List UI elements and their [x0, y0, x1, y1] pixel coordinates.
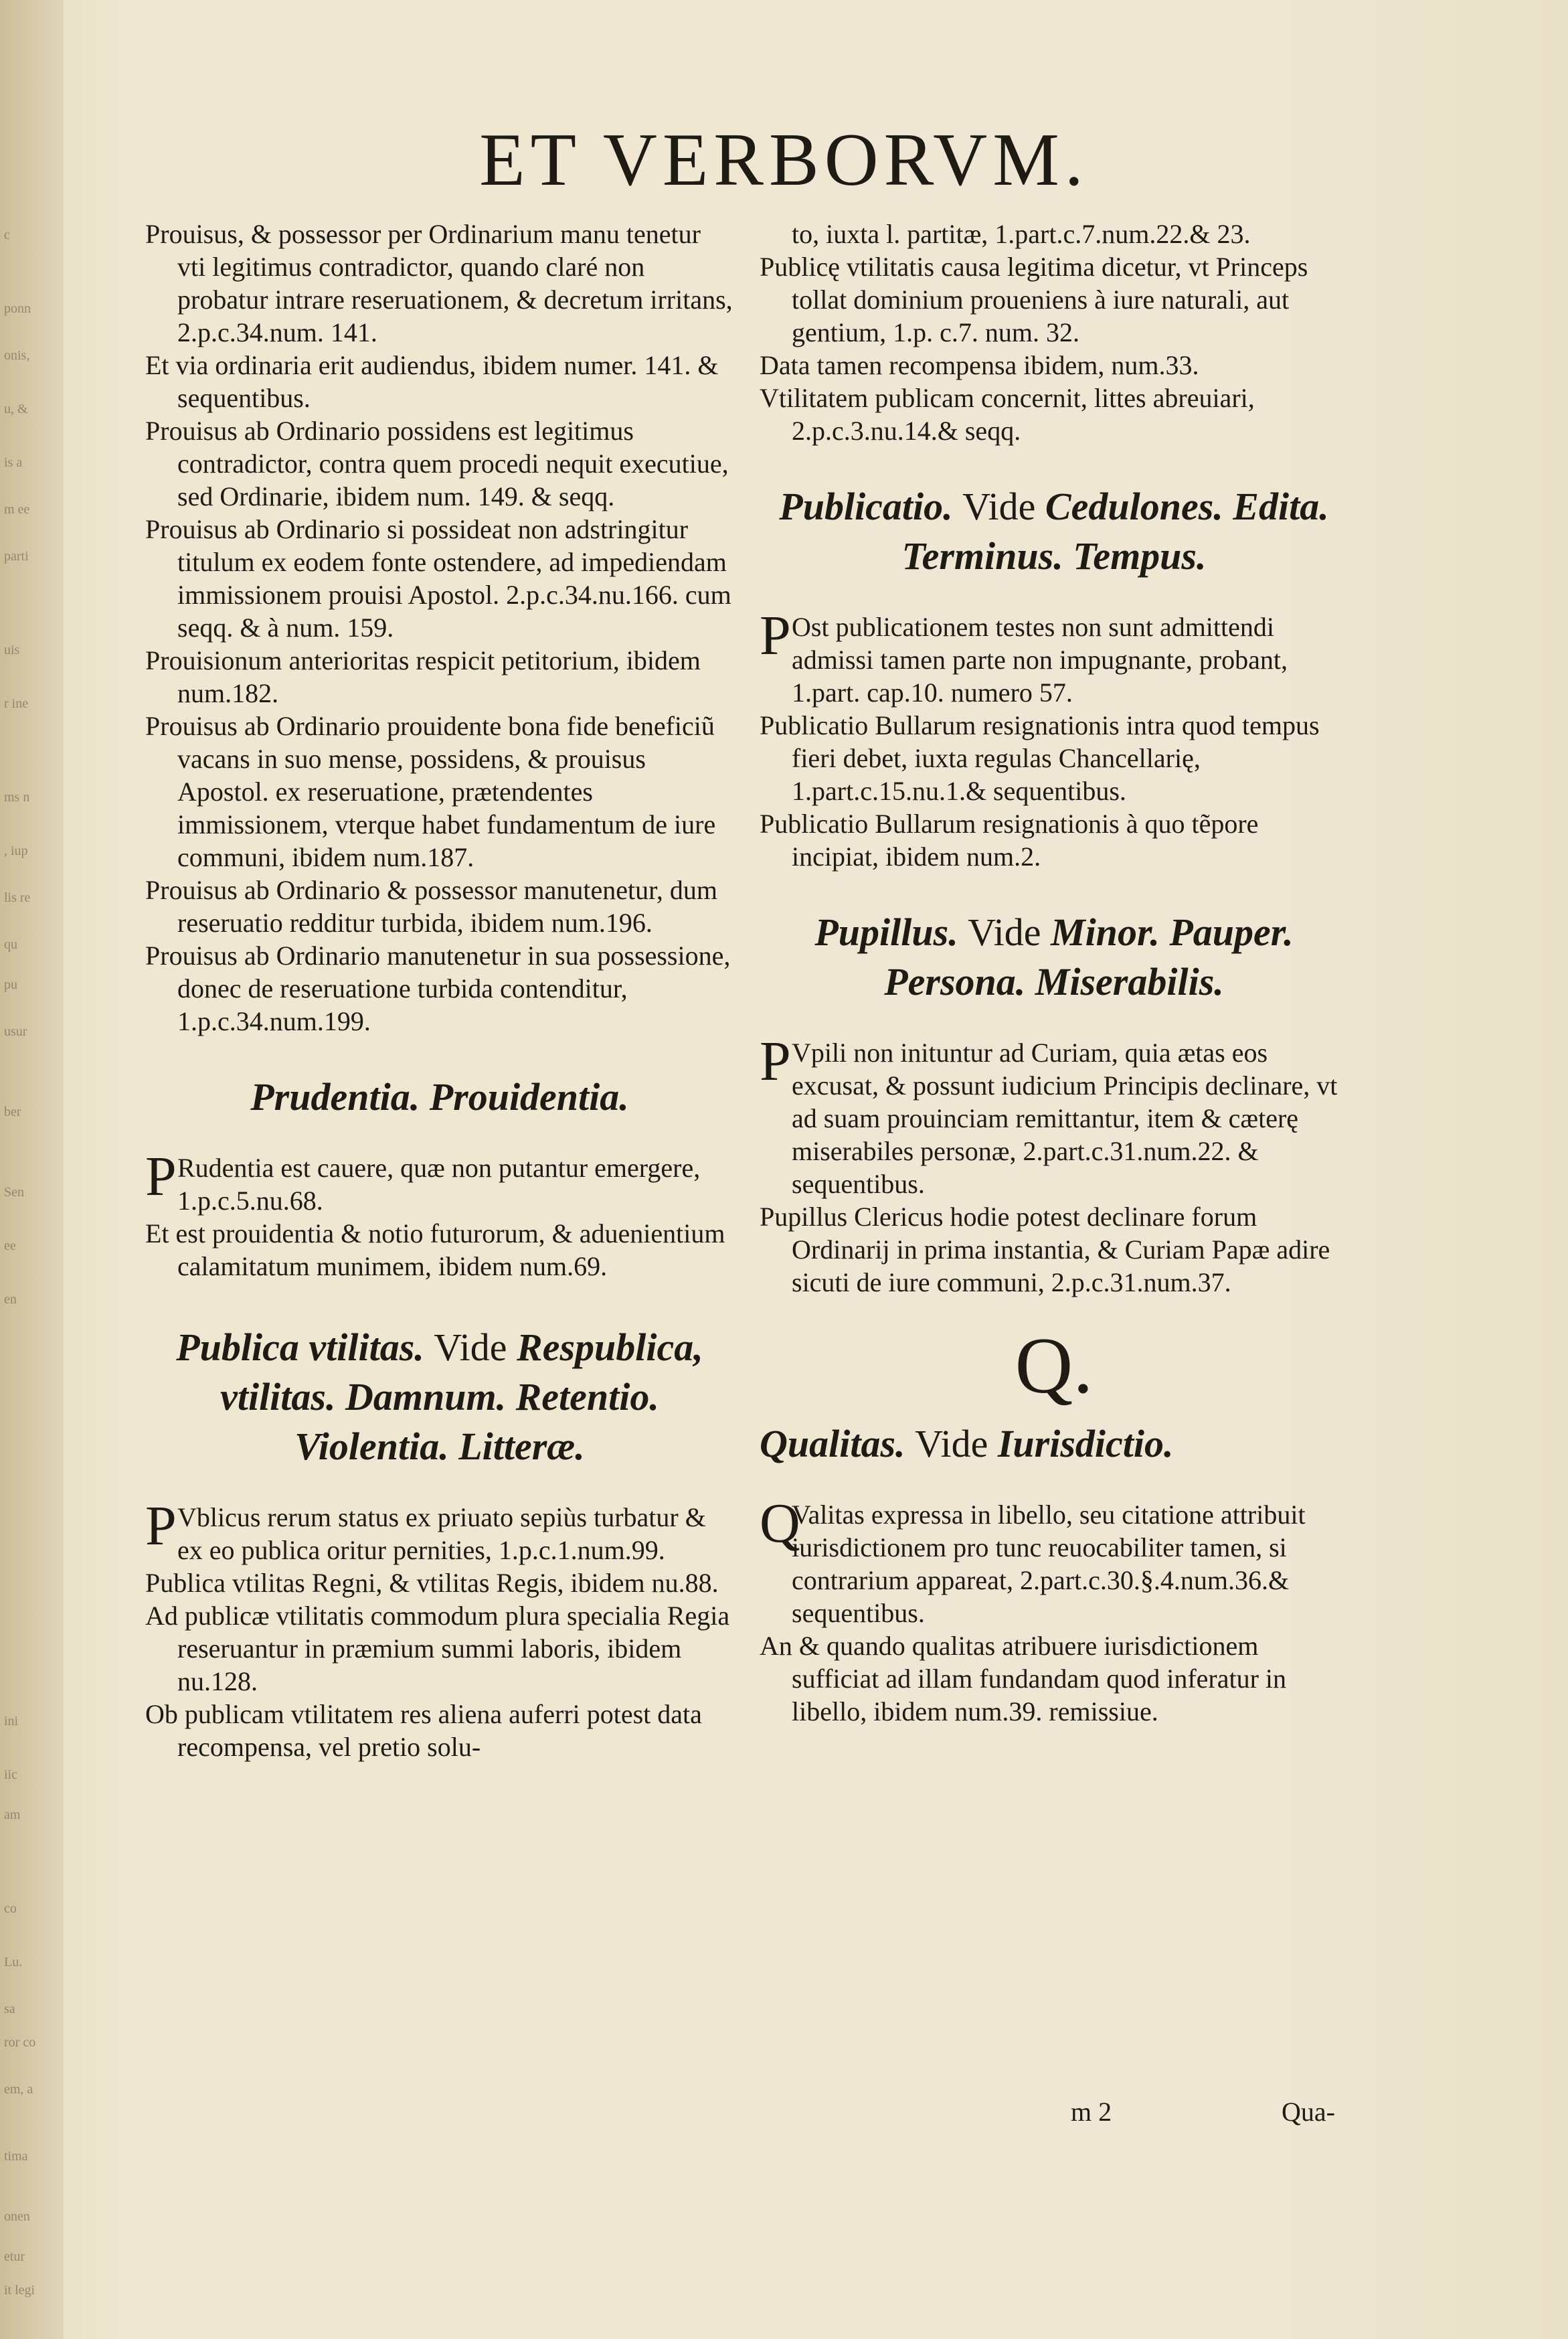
index-entry: Q Valitas expressa in libello, seu citatione attribuit iurisdictionem pro tunc reuocabiliter tamen, si contrarium appareat, 2.part.c.30.§.4.num.36.& sequentibus.	[760, 1492, 1306, 1628]
index-entry: Publicatio Bullarum resignationis intra quod tempus fieri debet, iuxta regulas Chancellarię, 1.part.c.15.nu.1.& sequentibus.	[760, 710, 1320, 806]
index-entry: Ob publicam vtilitatem res aliena auferri potest data recompensa, vel pretio solu-	[145, 1699, 702, 1762]
index-entry: P Rudentia est cauere, quæ non putantur emergere, 1.p.c.5.nu.68.	[145, 1145, 701, 1216]
index-entry: P Vpili non inituntur ad Curiam, quia ætas eos excusat, & possunt iudicium Principis declinare, vt ad suam prouinciam remittantur, item & cæterę miserabiles personæ, 2.part.c.31.num.22. & sequentibus.	[760, 1030, 1338, 1199]
facing-page-edge: c ponn onis, u, & is a m ee parti uis r ine ms n , iup lis re qu pu usur ber Sen ee en ini iic am co Lu. sa ror co em, a tima onen etur it legi	[0, 0, 64, 2339]
drop-cap: P	[760, 1030, 791, 1093]
signature-mark: m 2	[1071, 2097, 1112, 2127]
index-entry: Prouisionum anterioritas respicit petitorium, ibidem num.182.	[145, 645, 701, 708]
index-entry: Prouisus ab Ordinario manutenetur in sua possessione, donec de reseruatione turbida contenditur, 1.p.c.34.num.199.	[145, 941, 731, 1036]
index-entry: An & quando qualitas atribuere iurisdictionem sufficiat ad illam fundandam quod inferatur in libello, ibidem num.39. remissiue.	[760, 1631, 1287, 1726]
drop-cap: P	[145, 1145, 177, 1208]
index-entry: Vtilitatem publicam concernit, littes abreuiari, 2.p.c.3.nu.14.& seqq.	[760, 383, 1255, 446]
index-entry: Publicatio Bullarum resignationis à quo tẽpore incipiat, ibidem num.2.	[760, 809, 1259, 872]
index-entry: Prouisus ab Ordinario prouidente bona fide beneficiũ vacans in suo mense, possidens, & prouisus Apostol. ex reseruatione, prætendentes immissionem, vterque habet fundamentum de iure communi, ibidem num.187.	[145, 711, 716, 872]
section-heading-qualitas: Qualitas. Vide Iurisdictio.	[760, 1422, 1174, 1465]
section-heading-prudentia: Prudentia. Prouidentia.	[250, 1075, 629, 1119]
catchword: Qua-	[1282, 2097, 1335, 2127]
index-entry: Publicę vtilitatis causa legitima dicetur, vt Princeps tollat dominium proueniens à iure naturali, aut gentium, 1.p. c.7. num. 32.	[760, 252, 1308, 347]
index-entry: Prouisus ab Ordinario & possessor manutenetur, dum reseruatio redditur turbida, ibidem num.196.	[145, 875, 717, 938]
index-entry: to, iuxta l. partitæ, 1.part.c.7.num.22.& 23.	[792, 219, 1251, 249]
section-heading-publica-vtilitas: Publica vtilitas. Vide Respublica, vtilitas. Damnum. Retentio. Violentia. Litteræ.	[176, 1325, 703, 1468]
index-entry: Data tamen recompensa ibidem, num.33.	[760, 350, 1199, 380]
index-entry: Publica vtilitas Regni, & vtilitas Regis, ibidem nu.88.	[145, 1568, 719, 1598]
drop-cap: Q	[760, 1492, 800, 1554]
left-column	[145, 218, 734, 1763]
section-heading-publicatio: Publicatio. Vide Cedulones. Edita. Terminus. Tempus.	[779, 485, 1329, 578]
index-entry: Et est prouidentia & notio futurorum, & aduenientium calamitatum munimem, ibidem num.69.	[145, 1218, 725, 1281]
index-entry: P Vblicus rerum status ex priuato sepiùs turbatur & ex eo publica oritur pernities, 1.p.c.1.num.99.	[145, 1495, 706, 1565]
index-entry: Pupillus Clericus hodie potest declinare forum Ordinarij in prima instantia, & Curiam Papæ adire sicuti de iure communi, 2.p.c.31.num.37.	[760, 1202, 1330, 1297]
index-entry: P Ost publicationem testes non sunt admittendi admissi tamen parte non impugnante, probant, 1.part. cap.10. numero 57.	[760, 604, 1288, 708]
running-head: ET VERBORVM.	[479, 118, 1089, 201]
index-entry: Prouisus ab Ordinario si possideat non adstringitur titulum ex eodem fonte ostendere, ad impediendam immissionem prouisi Apostol. 2.p.c.34.nu.166. cum seqq. & à num. 159.	[145, 514, 731, 643]
drop-cap: P	[145, 1495, 177, 1557]
section-letter-q: Q.	[1015, 1321, 1094, 1410]
index-entry: Prouisus ab Ordinario possidens est legitimus contradictor, contra quem procedi nequit executiue, sed Ordinarie, ibidem num. 149. & seqq.	[145, 416, 729, 511]
section-heading-pupillus: Pupillus. Vide Minor. Pauper. Persona. Miserabilis.	[814, 910, 1294, 1003]
drop-cap: P	[760, 604, 791, 667]
index-entry: Prouisus, & possessor per Ordinarium manu tenetur vti legitimus contradictor, quando claré non probatur intrare reseruationem, & decretum irritans, 2.p.c.34.num. 141.	[145, 219, 733, 347]
right-column	[760, 218, 1348, 1728]
index-entry: Ad publicæ vtilitatis commodum plura specialia Regia reseruantur in præmium summi laboris, ibidem nu.128.	[145, 1601, 730, 1696]
index-entry: Et via ordinaria erit audiendus, ibidem numer. 141. & sequentibus.	[145, 350, 719, 413]
